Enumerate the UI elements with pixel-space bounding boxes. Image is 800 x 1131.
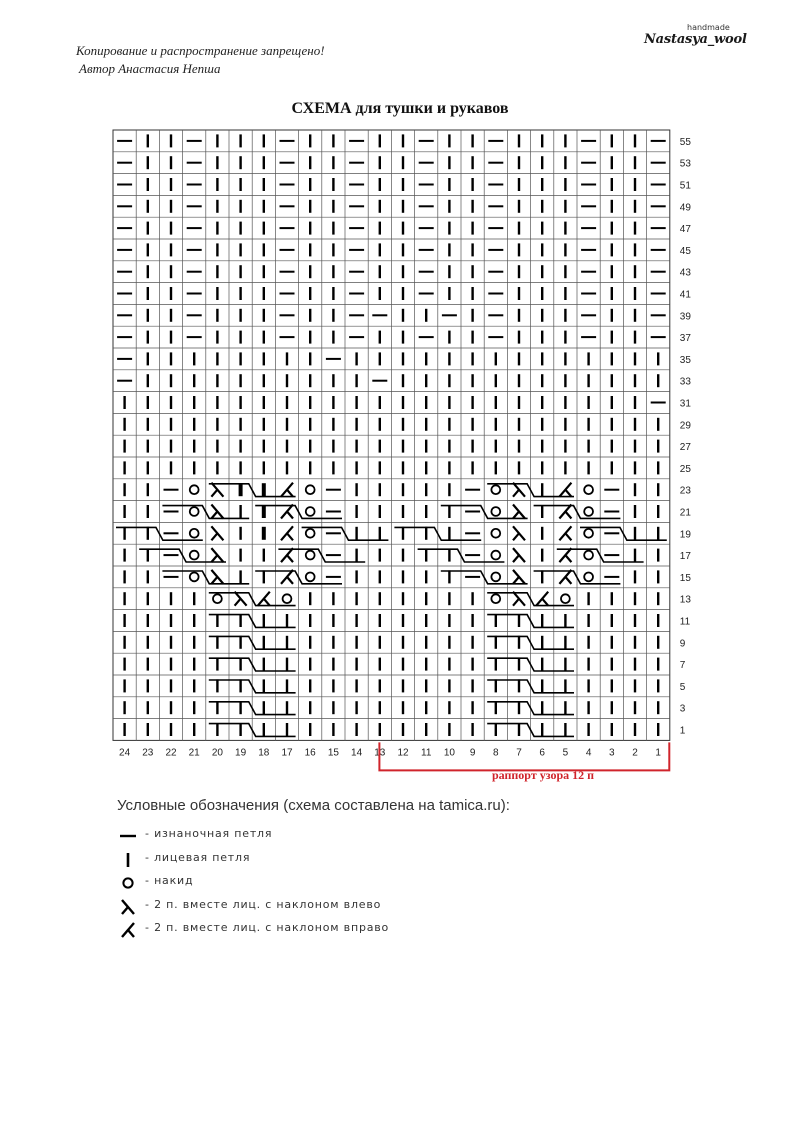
- author-line: Автор Анастасия Непша: [79, 61, 221, 76]
- column-number: 22: [165, 747, 177, 759]
- row-number: 37: [679, 333, 691, 345]
- legend-title: Условные обозначения (схема составлена на tamica.ru):: [117, 797, 510, 814]
- column-number: 23: [142, 747, 154, 759]
- column-number: 16: [304, 747, 316, 759]
- row-number: 43: [679, 267, 691, 279]
- chart-title: СХЕМА для тушки и рукавов: [291, 100, 509, 117]
- row-number: 31: [679, 398, 691, 410]
- legend-item-purl: [116, 826, 516, 850]
- legend: [116, 826, 516, 944]
- row-number: 17: [679, 551, 691, 563]
- column-number: 17: [281, 747, 293, 759]
- row-number: 3: [679, 703, 686, 715]
- column-number: 7: [516, 747, 522, 759]
- legend-label: - накид: [145, 874, 194, 887]
- copyright-line: Копирование и распространение запрещено!: [76, 43, 325, 58]
- legend-item-knit: [116, 850, 516, 874]
- column-number: 20: [211, 747, 223, 759]
- row-number: 53: [679, 158, 691, 170]
- row-number: 5: [679, 681, 686, 693]
- column-number: 14: [351, 747, 363, 759]
- column-number: 24: [119, 747, 131, 759]
- column-number: 1: [655, 747, 661, 759]
- row-number: 15: [679, 572, 691, 584]
- legend-item-k2tog-left: [116, 897, 516, 921]
- knit-icon: [116, 850, 138, 870]
- row-number: 41: [679, 289, 691, 301]
- rapport-label: раппорт узора 12 п: [491, 768, 595, 782]
- row-number: 51: [679, 180, 691, 192]
- column-number: 12: [397, 747, 409, 759]
- row-number: 23: [679, 485, 691, 497]
- logo-handmade-text: handmade: [687, 23, 730, 32]
- column-number: 10: [443, 747, 455, 759]
- row-number: 27: [679, 442, 691, 454]
- k2tog-right-icon: [116, 920, 138, 940]
- column-number: 18: [258, 747, 270, 759]
- legend-label: - 2 п. вместе лиц. с наклоном влево: [145, 897, 382, 911]
- row-number: 55: [679, 136, 691, 148]
- row-number: 21: [679, 507, 691, 519]
- legend-item-k2tog-right: [116, 920, 516, 944]
- column-number: 5: [562, 747, 569, 759]
- column-number: 9: [469, 747, 476, 759]
- row-number: 47: [679, 224, 691, 236]
- row-number: 29: [679, 420, 691, 432]
- yarn-over-icon: [116, 873, 138, 893]
- k2tog-left-icon: [116, 897, 138, 917]
- row-number: 11: [679, 616, 691, 628]
- column-number: 6: [539, 747, 545, 759]
- row-number: 25: [679, 463, 691, 475]
- row-number: 49: [679, 202, 691, 214]
- column-number: 19: [235, 747, 247, 759]
- row-number: 45: [679, 245, 691, 257]
- column-number: 11: [421, 747, 432, 759]
- column-number: 8: [493, 747, 499, 759]
- row-number: 33: [679, 376, 691, 388]
- column-number: 2: [632, 747, 638, 759]
- row-number: 35: [679, 354, 691, 366]
- logo-brand-text: Nastasya_wool: [644, 32, 747, 47]
- legend-label: - изнаночная петля: [145, 827, 273, 840]
- legend-item-yo: [116, 873, 516, 897]
- legend-label: - лицевая петля: [145, 850, 251, 864]
- column-number: 4: [585, 747, 592, 759]
- column-number: 13: [374, 747, 386, 759]
- legend-label: - 2 п. вместе лиц. с наклоном вправо: [145, 921, 390, 934]
- column-number: 15: [327, 747, 339, 759]
- column-number: 21: [188, 747, 200, 759]
- purl-icon: [116, 826, 138, 846]
- column-number: 3: [609, 747, 615, 759]
- row-number: 9: [679, 638, 686, 650]
- row-number: 39: [679, 311, 691, 323]
- row-number: 1: [679, 725, 686, 737]
- row-number: 7: [679, 660, 686, 672]
- row-number: 19: [679, 529, 691, 541]
- row-number: 13: [679, 594, 691, 606]
